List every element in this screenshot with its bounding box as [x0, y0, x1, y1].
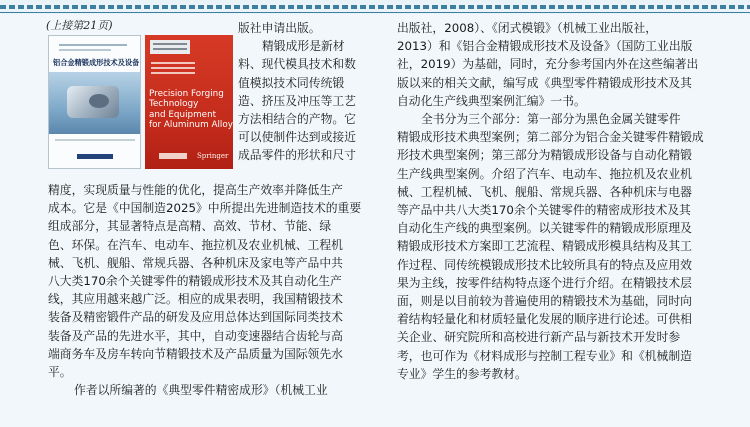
text-line: 自动化生产线的典型案例。以关键零件的精锻成形原理及 — [397, 221, 692, 236]
text-line: 版以来的相关文献，编写成《典型零件精锻成形技术及其 — [397, 75, 692, 90]
publisher-logo-cn — [159, 153, 187, 159]
text-line: 造、挤压及冲压等工艺 — [238, 93, 356, 108]
text-line: 全书分为三个部分：第一部分为黑色金属关键零件 — [421, 112, 681, 127]
text-line: 2013）和《铝合金精锻成形技术及设备》（国防工业出版 — [397, 39, 693, 54]
top-decorative-border — [0, 0, 750, 14]
text-line: 出版社，2008）、《闭式模锻》（机械工业出版社， — [397, 21, 658, 35]
text-line: 生产线典型案例。介绍了汽车、电动车、拖拉机及农业机 — [397, 166, 692, 181]
text-line: 形技术典型案例；第三部分为精锻成形设备与自动化精锻 — [397, 148, 692, 163]
continued-caption: (上接第21页) — [46, 19, 113, 32]
text-line: 方法相结合的产物。它 — [238, 112, 356, 127]
text-line: 械、飞机、舰船、常规兵器、各种机床及家电等产品中共 — [48, 255, 343, 270]
text-line: 作者以所编著的《典型零件精密成形》（机械工业 — [74, 383, 328, 398]
text-line: 线，其应用越来越广泛。相应的成果表明，我国精锻技术 — [48, 292, 343, 307]
text-line: 料、现代模具技术和数 — [238, 57, 356, 72]
text-line: 组成部分，其显著特点是高精、高效、节材、节能、绿 — [48, 219, 332, 234]
text-line: 版社申请出版。 — [238, 21, 321, 35]
text-line: 果为主线，按零件结构特点逐个进行介绍。在精锻技术层 — [397, 275, 692, 290]
text-line: 成本。它是《中国制造2025》中所提出先进制造技术的重要 — [48, 201, 362, 216]
text-line: 精锻成形技术典型案例；第二部分为铝合金关键零件精锻成 — [397, 130, 704, 145]
text-line: 成品零件的形状和尺寸 — [238, 148, 356, 163]
text-line: 端商务车及房车转向节精锻技术及产品质量为国际领先水 — [48, 346, 343, 361]
text-column-right — [397, 19, 704, 383]
text-line: 精度，实现质量与性能的优化，提高生产效率并降低生产 — [48, 183, 343, 197]
publisher-logo — [77, 154, 113, 159]
text-line: 平。 — [48, 365, 72, 380]
book-cover-precision-forging-english — [145, 35, 233, 169]
text-line: 考，也可作为《材料成形与控制工程专业》和《机械制造 — [397, 348, 692, 363]
springer-logo: Springer — [197, 152, 229, 160]
text-line: 专业》学生的参考教材。 — [397, 366, 527, 381]
text-line: 作过程、同传统模锻成形技术比较所具有的特点及应用效 — [397, 257, 692, 272]
text-line: 等产品中共八大类170余个关键零件的精密成形技术及其 — [397, 203, 691, 218]
text-column-left-narrow — [238, 19, 356, 165]
text-line: 精锻成形是新材 — [262, 39, 345, 54]
text-line: 值模拟技术同传统锻 — [238, 75, 345, 90]
text-line: 装备及产品的先进水平，其中，自动变速器结合齿轮与高 — [48, 328, 343, 343]
text-line: 自动化生产线典型案例汇编》一书。 — [397, 93, 586, 108]
text-line: 可以使制件达到或接近 — [238, 130, 356, 145]
book-cover-title: 铝合金精锻成形技术及设备 — [53, 58, 140, 67]
text-line: 着结构轻量化和材质轻量化发展的顺序进行论述。可供相 — [397, 312, 692, 327]
book-cover-title-english: Precision Forging Technology and Equipment for Aluminum Alloy — [149, 89, 233, 131]
text-line: 精锻成形技术方案即工艺流程、精锻成形模具结构及其工 — [397, 239, 692, 254]
text-line: 面，则是以目前较为普遍使用的精锻技术为基础，同时向 — [397, 294, 692, 309]
text-line: 八大类170余个关键零件的精锻成形技术及其自动化生产 — [48, 274, 342, 289]
text-line: 械、工程机械、飞机、舰船、常规兵器、各种机床与电器 — [397, 184, 692, 199]
text-column-left-wide — [48, 181, 361, 399]
book-cover-aluminum-forging-chinese — [48, 35, 141, 169]
text-line: 色、环保。在汽车、电动车、拖拉机及农业机械、工程机 — [48, 237, 343, 252]
text-line: 装备及精密锻件产品的研发及应用总体达到国际同类技术 — [48, 310, 343, 325]
text-line: 社，2019）为基础，同时，充分参考国内外在这些编著出 — [397, 57, 699, 72]
text-line: 关企业、研究院所和高校进行新产品与新技术开发时参 — [397, 330, 681, 345]
